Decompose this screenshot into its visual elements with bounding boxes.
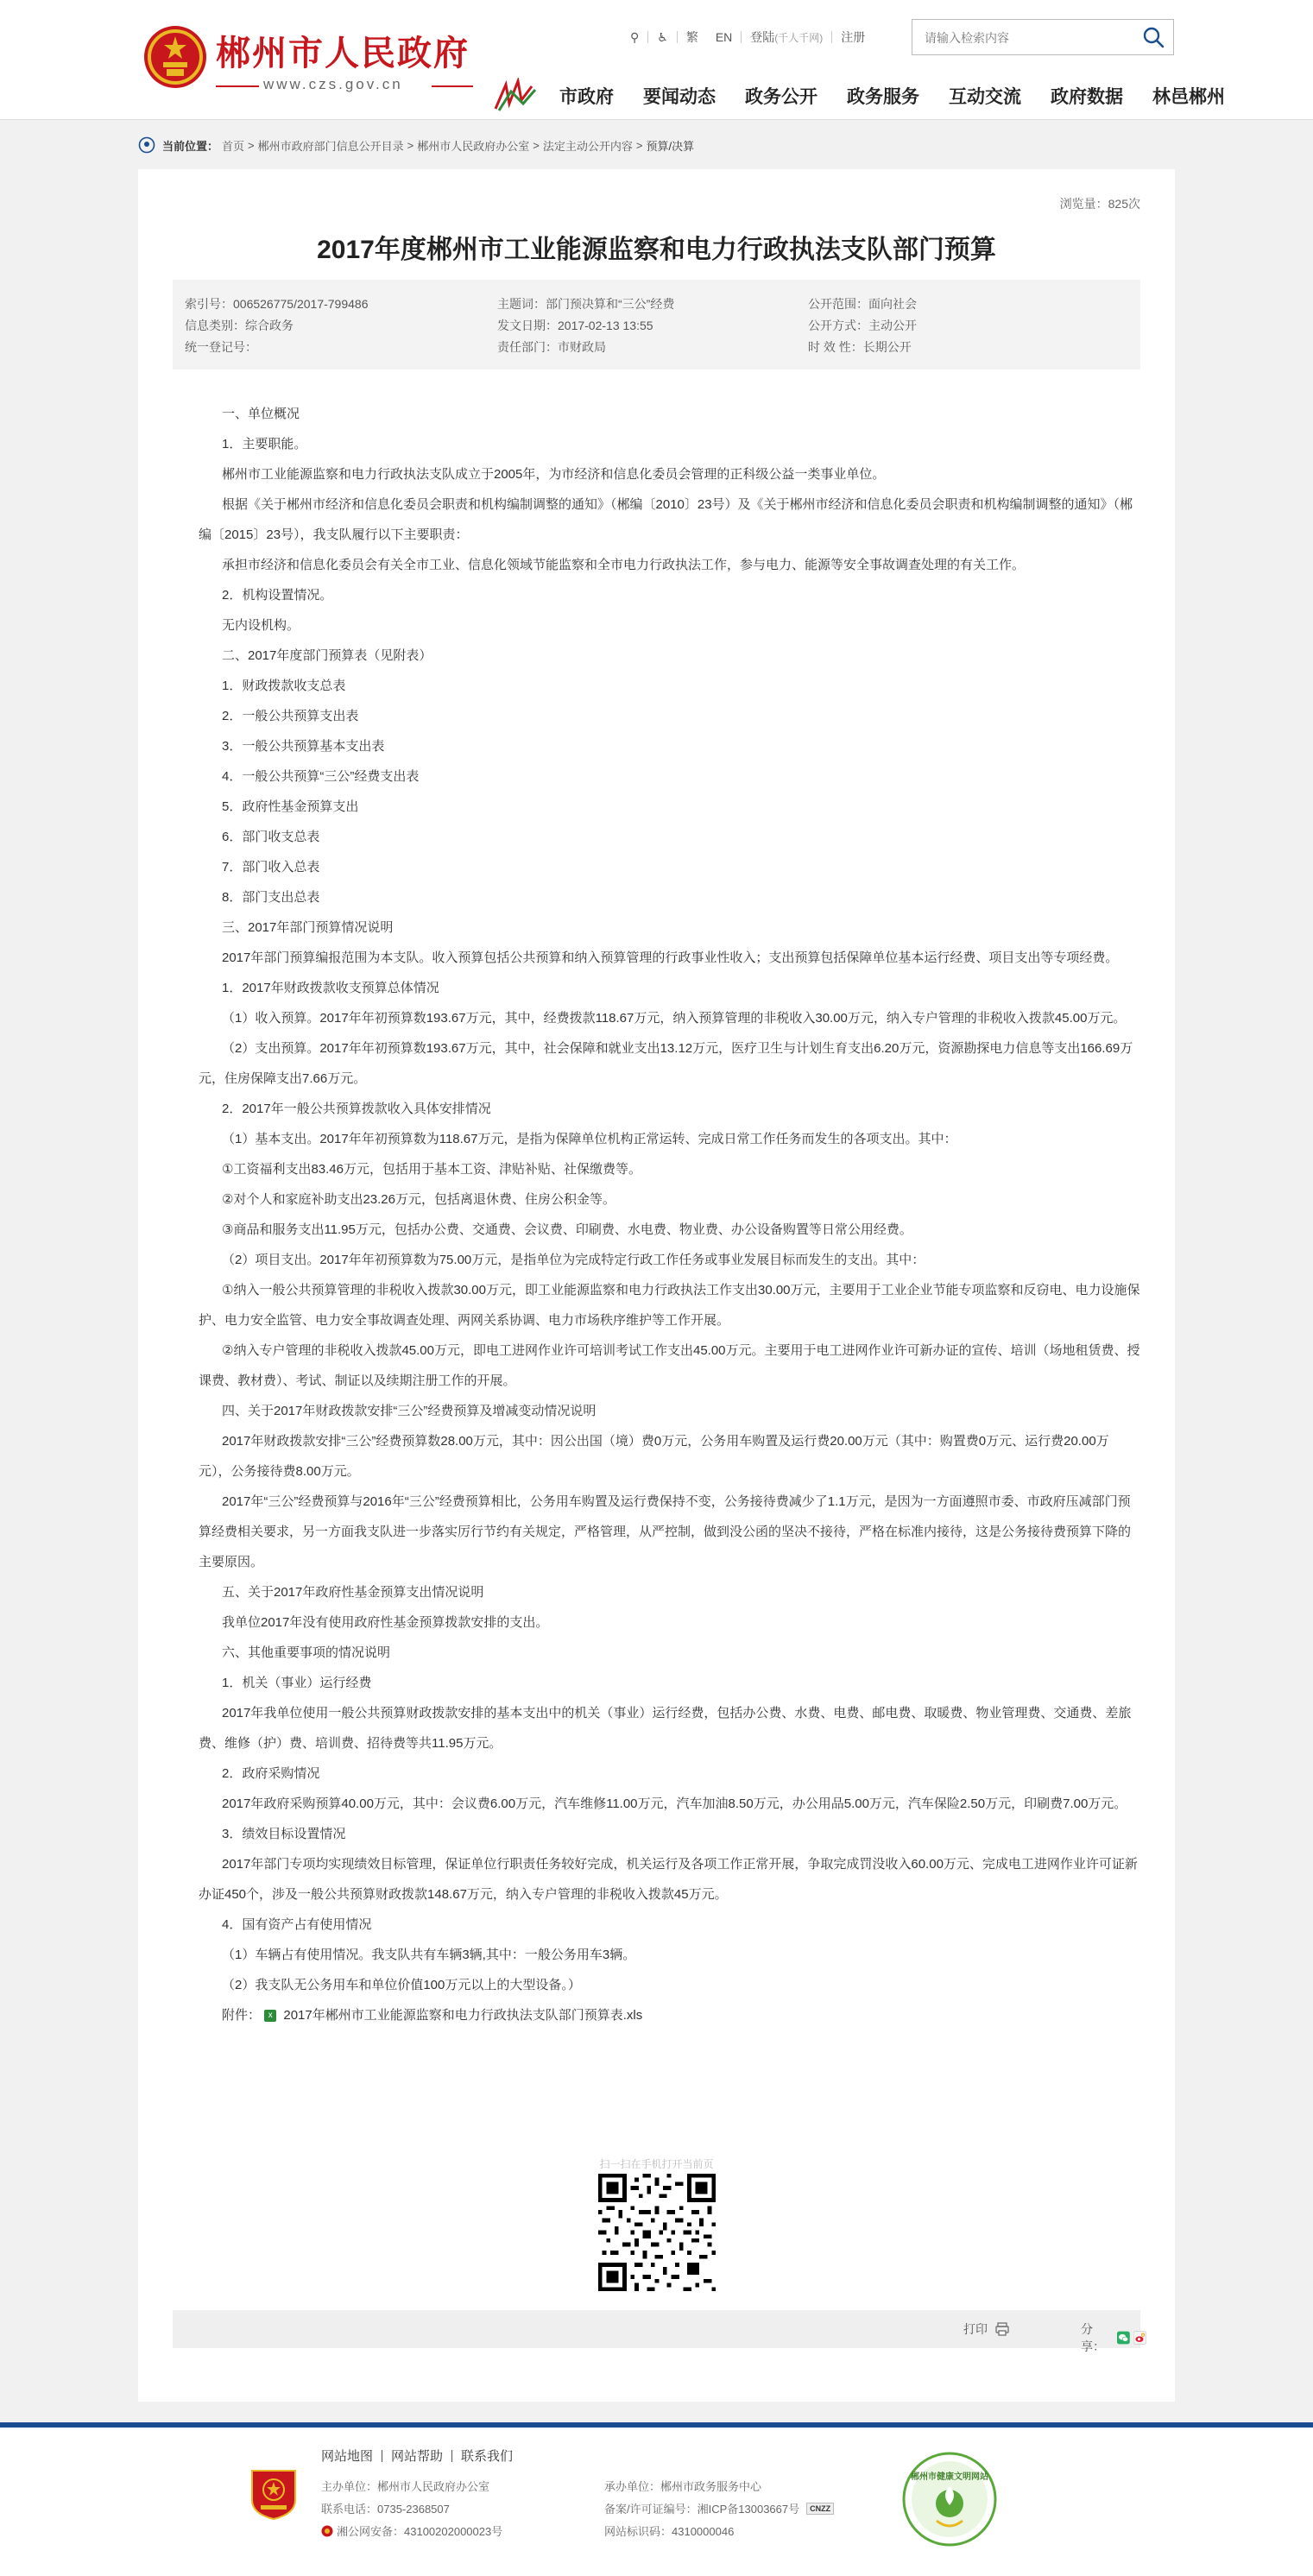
paragraph: 1．财政拨款收支总表 <box>222 679 346 693</box>
paragraph: （2）支出预算。2017年年初预算数193.67万元，其中，社会保障和就业支出13.12万元，医疗卫生与计划生育支出6.20万元，资源勘探电力信息等支出166.69万元，住房保障支出7.66万元。 <box>199 1041 1133 1086</box>
footer-phone: 联系电话：0735-2368507 <box>321 2503 450 2516</box>
metadata-table <box>173 280 1140 369</box>
paragraph: 5．政府性基金预算支出 <box>222 799 359 814</box>
logo-divider <box>432 85 473 87</box>
footer-icp-link[interactable]: 备案/许可证编号：湘ICP备13003667号 <box>604 2503 800 2516</box>
healthy-website-badge-icon <box>902 2452 997 2547</box>
paragraph: 无内设机构。 <box>222 618 300 633</box>
breadcrumb-home[interactable]: 首页 <box>222 139 245 153</box>
search-icon[interactable] <box>1142 26 1165 48</box>
meta-subject: 主题词：部门预决算和“三公”经费 <box>497 297 675 311</box>
meta-info-category: 信息类别：综合政务 <box>185 319 294 332</box>
english-link[interactable]: EN <box>715 30 733 44</box>
accessibility-icon[interactable]: ⚲ <box>630 29 640 44</box>
footer-link-contact[interactable]: 联系我们 <box>461 2449 514 2464</box>
footer-police-row <box>321 2522 502 2539</box>
footer-icp-row <box>604 2500 834 2516</box>
paragraph: 2017年财政拨款安排“三公”经费预算数28.00万元，其中：因公出国（境）费0万元，公务用车购置及运行费20.00万元（其中：购置费0万元、运行费20.00万元），公务接待费8.00万元。 <box>199 1434 1109 1479</box>
footer-links <box>321 2447 521 2465</box>
paragraph: 2．政府采购情况 <box>222 1766 320 1781</box>
paragraph: ①工资福利支出83.46万元，包括用于基本工资、津贴补贴、社保缴费等。 <box>222 1162 641 1177</box>
meta-scope: 公开范围：面向社会 <box>808 297 917 311</box>
paragraph: 2017年“三公”经费预算与2016年“三公”经费预算相比，公务用车购置及运行费保持不变，公务接待费减少了1.1万元，是因为一方面遵照市委、市政府压减部门预算经费相关要求，另一方面我支队进一步落实厉行节约有关规定，严格管理，从严控制，做到没公函的坚决不接待，严格在标准内接待，这是公务接待费预算下降的主要原因。 <box>199 1494 1132 1569</box>
article-body <box>199 399 1140 2030</box>
paragraph: 五、关于2017年政府性基金预算支出情况说明 <box>222 1585 484 1600</box>
paragraph: 1．机关（事业）运行经费 <box>222 1676 372 1690</box>
paragraph: 郴州市工业能源监察和电力行政执法支队成立于2005年，为市经济和信息化委员会管理的正科级公益一类事业单位。 <box>222 467 886 482</box>
paragraph: 三、2017年部门预算情况说明 <box>222 920 394 935</box>
share-group <box>1081 2320 1146 2355</box>
excel-file-icon: x <box>264 2010 276 2022</box>
meta-validity: 时 效 性：长期公开 <box>808 340 912 354</box>
qr-code-icon <box>598 2174 716 2291</box>
breadcrumb-sep: > <box>248 138 255 152</box>
nav-item-gov-data[interactable]: 政府数据 <box>1051 87 1123 107</box>
footer-sponsor: 主办单位：郴州市人民政府办公室 <box>321 2480 490 2493</box>
login-note: (千人千网) <box>774 32 824 44</box>
paragraph: 2017年部门预算编报范围为本支队。收入预算包括公共预算和纳入预算管理的行政事业性收入；支出预算包括保障单位基本运行经费、项目支出等专项经费。 <box>222 950 1119 965</box>
print-label[interactable]: 打印 <box>963 2322 988 2336</box>
paragraph: 7．部门收入总表 <box>222 860 320 874</box>
paragraph: ②对个人和家庭补助支出23.26万元，包括离退休费、住房公积金等。 <box>222 1192 615 1207</box>
nav-item-gov-services[interactable]: 政务服务 <box>847 87 919 107</box>
elder-mode-icon[interactable]: ♿ <box>657 29 668 44</box>
site-header <box>0 0 1313 120</box>
meta-index-no: 索引号：006526775/2017-799486 <box>185 297 369 311</box>
nav-item-government[interactable]: 市政府 <box>559 87 614 107</box>
paragraph: 2．一般公共预算支出表 <box>222 709 359 723</box>
paragraph: ②纳入专户管理的非税收入拨款45.00万元，即电工进网作业许可培训考试工作支出45.00万元。主要用于电工进网作业许可新办证的宣传、培训（场地租赁费、授课费、教材费）、考试、制证以及续期注册工作的开展。 <box>199 1343 1140 1388</box>
national-emblem-icon <box>142 24 208 90</box>
logo-divider <box>216 85 259 87</box>
paragraph: 二、2017年度部门预算表（见附表） <box>222 648 432 663</box>
paragraph: （1）基本支出。2017年年初预算数为118.67万元，是指为保障单位机构正常运转、完成日常工作任务而发生的各项支出。其中： <box>222 1132 957 1146</box>
breadcrumb <box>138 136 698 154</box>
footer-police-link[interactable]: 湘公网安备：43100202000023号 <box>337 2525 503 2538</box>
action-bar <box>173 2310 1140 2353</box>
paragraph: （1）车辆占有使用情况。我支队共有车辆3辆,其中：一般公务用车3辆。 <box>222 1948 636 1962</box>
nav-item-interaction[interactable]: 互动交流 <box>949 87 1021 107</box>
top-links <box>622 26 874 48</box>
traditional-chinese-link[interactable]: 繁 <box>685 30 698 44</box>
footer-organizer: 承办单位：郴州市政务服务中心 <box>604 2480 762 2493</box>
attachment-row <box>199 2000 1140 2030</box>
qr-caption: 扫一扫在手机打开当前页 <box>599 2158 714 2170</box>
nav-item-linyi-chenzhou[interactable]: 林邑郴州 <box>1152 87 1225 107</box>
paragraph: 2017年我单位使用一般公共预算财政拨款安排的基本支出中的机关（事业）运行经费，包括办公费、水费、电费、邮电费、取暖费、物业管理费、交通费、差旅费、维修（护）费、培训费、招待费等共11.95万元。 <box>199 1706 1132 1751</box>
party-gov-emblem-icon[interactable] <box>249 2466 299 2521</box>
paragraph: 4．国有资产占有使用情况 <box>222 1917 372 1932</box>
meta-unified-code: 统一登记号： <box>185 340 257 354</box>
wechat-icon[interactable] <box>1117 2330 1130 2346</box>
print-button[interactable] <box>963 2320 1010 2338</box>
login-link[interactable] <box>742 28 831 46</box>
paragraph: 1．2017年财政拨款收支预算总体情况 <box>222 981 439 995</box>
breadcrumb-directory[interactable]: 郴州市政府部门信息公开目录 <box>257 139 404 153</box>
meta-publish-date: 发文日期：2017-02-13 13:55 <box>497 319 653 332</box>
paragraph: 1．主要职能。 <box>222 437 307 451</box>
paragraph: 2．2017年一般公共预算拨款收入具体安排情况 <box>222 1102 491 1116</box>
cnzz-badge[interactable]: CNZZ <box>806 2503 834 2515</box>
footer-link-help[interactable]: 网站帮助 <box>391 2449 444 2464</box>
footer-link-sitemap[interactable]: 网站地图 <box>321 2449 374 2464</box>
footer-site-code: 网站标识码：4310000046 <box>604 2525 735 2538</box>
breadcrumb-label: 当前位置： <box>162 139 219 153</box>
paragraph: 我单位2017年没有使用政府性基金预算拨款安排的支出。 <box>222 1615 549 1630</box>
paragraph: ①纳入一般公共预算管理的非税收入拨款30.00万元，即工业能源监察和电力行政执法工作支出30.00万元，主要用于工业企业节能专项监察和反窃电、电力设施保护、电力安全监管、电力安全事故调查处理、两网关系协调、电力市场秩序维护等工作开展。 <box>199 1283 1140 1328</box>
breadcrumb-current[interactable]: 预算/决算 <box>646 139 695 153</box>
paragraph: 根据《关于郴州市经济和信息化委员会职责和机构编制调整的通知》（郴编〔2010〕23号）及《关于郴州市经济和信息化委员会职责和机构编制调整的通知》（郴编〔2015〕23号），我支队履行以下主要职责： <box>199 497 1133 542</box>
paragraph: （2）项目支出。2017年年初预算数为75.00万元，是指单位为完成特定行政工作任务或事业发展目标而发生的支出。其中： <box>222 1253 925 1267</box>
weibo-icon[interactable] <box>1133 2330 1146 2346</box>
paragraph: 8．部门支出总表 <box>222 890 320 905</box>
site-footer <box>0 2428 1313 2576</box>
paragraph: 2017年政府采购预算40.00万元，其中：会议费6.00万元，汽车维修11.00万元，汽车加油8.50万元，办公用品5.00万元，汽车保险2.50万元，印刷费7.00万元。 <box>222 1796 1127 1811</box>
main-nav <box>559 83 1225 109</box>
location-pin-icon <box>138 136 155 154</box>
site-url: www.czs.gov.cn <box>263 76 403 92</box>
badge-text: 郴州市健康文明网站 <box>911 2472 988 2482</box>
register-link[interactable]: 注册 <box>841 30 866 44</box>
paragraph: 四、关于2017年财政拨款安排“三公”经费预算及增减变动情况说明 <box>222 1404 597 1418</box>
breadcrumb-sep: > <box>407 138 414 152</box>
police-badge-icon <box>321 2525 333 2537</box>
breadcrumb-statutory[interactable]: 法定主动公开内容 <box>542 139 633 153</box>
nav-item-news[interactable]: 要闻动态 <box>643 87 716 107</box>
search-input[interactable] <box>923 27 1133 49</box>
paragraph: （2）我支队无公务用车和单位价值100万元以上的大型设备。） <box>222 1978 581 1992</box>
attachment-link[interactable]: 2017年郴州市工业能源监察和电力行政执法支队部门预算表.xls <box>283 2008 643 2023</box>
paragraph: 3．绩效目标设置情况 <box>222 1827 346 1841</box>
paragraph: 一、单位概况 <box>222 407 300 421</box>
paragraph: 6．部门收支总表 <box>222 830 320 844</box>
meta-dept: 责任部门：市财政局 <box>497 340 606 354</box>
login-label[interactable]: 登陆 <box>750 30 775 44</box>
paragraph: （1）收入预算。2017年年初预算数193.67万元，其中，经费拨款118.67万元，纳入预算管理的非税收入30.00万元，纳入专户管理的非税收入拨款45.00万元。 <box>222 1011 1127 1026</box>
paragraph: 3．一般公共预算基本支出表 <box>222 739 385 754</box>
meta-mode: 公开方式：主动公开 <box>808 319 917 332</box>
paragraph: 六、其他重要事项的情况说明 <box>222 1645 391 1660</box>
paragraph: ③商品和服务支出11.95万元，包括办公费、交通费、会议费、印刷费、水电费、物业费、办公设备购置等日常公用经费。 <box>222 1222 912 1237</box>
view-count: 浏览量：825次 <box>1059 197 1140 211</box>
paragraph: 2017年部门专项均实现绩效目标管理，保证单位行职责任务较好完成，机关运行及各项工作正常开展，争取完成罚没收入60.00万元、完成电工进网作业许可证新办证450个，涉及一般公共预算财政拨款148.67万元，纳入专户管理的非税收入拨款45万元。 <box>199 1857 1138 1902</box>
nav-decoration-icon <box>492 78 539 112</box>
site-title[interactable]: 郴州市人民政府 <box>216 34 470 73</box>
breadcrumb-sep: > <box>635 138 643 152</box>
article-card <box>138 169 1175 2402</box>
attachment-label: 附件： <box>222 2008 262 2023</box>
nav-item-gov-affairs-open[interactable]: 政务公开 <box>745 87 817 107</box>
paragraph: 2．机构设置情况。 <box>222 588 333 603</box>
article-title: 2017年度郴州市工业能源监察和电力行政执法支队部门预算 <box>317 236 996 264</box>
healthy-website-badge[interactable] <box>902 2452 997 2547</box>
printer-icon[interactable] <box>994 2321 1010 2337</box>
breadcrumb-sep: > <box>533 138 540 152</box>
paragraph: 承担市经济和信息化委员会有关全市工业、信息化领域节能监察和全市电力行政执法工作，参与电力、能源等安全事故调查处理的有关工作。 <box>222 558 1026 572</box>
search-box <box>912 19 1174 55</box>
breadcrumb-office[interactable]: 郴州市人民政府办公室 <box>417 139 530 153</box>
share-label: 分享： <box>1081 2322 1105 2353</box>
paragraph: 4．一般公共预算“三公”经费支出表 <box>222 769 420 784</box>
